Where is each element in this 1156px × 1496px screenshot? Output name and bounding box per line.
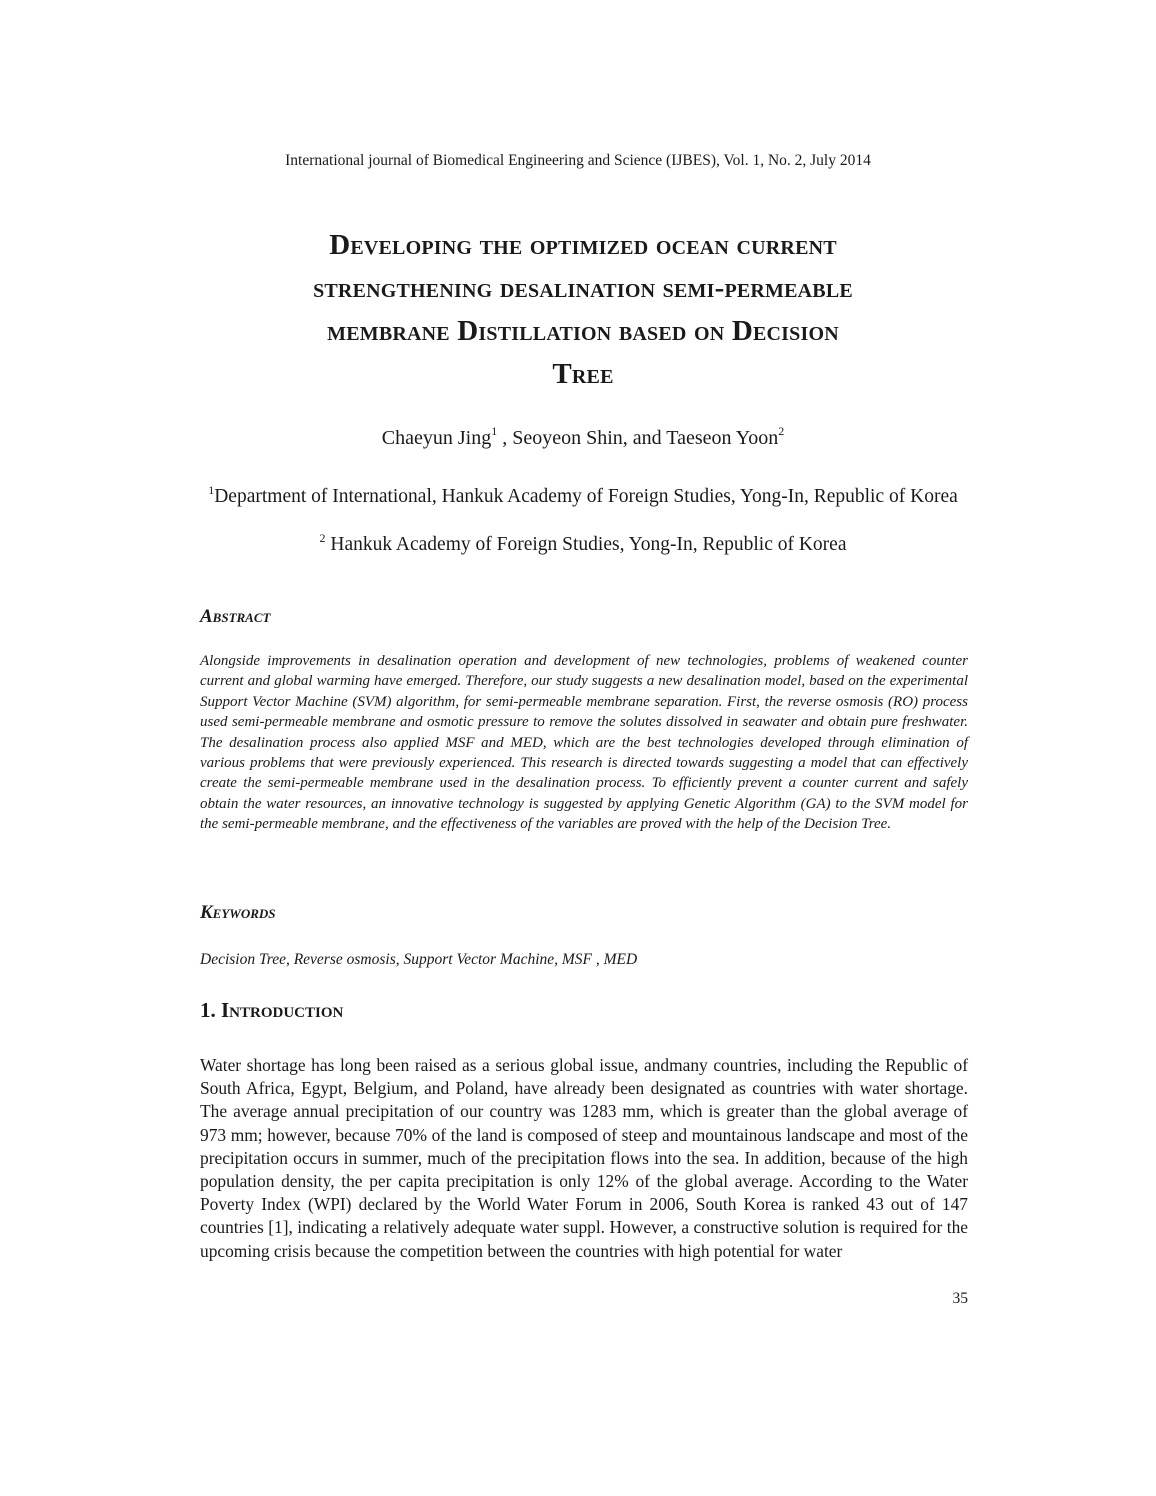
title-line: strengthening desalination semi-permeable (313, 272, 853, 304)
affiliation-2 (196, 526, 970, 557)
page-number: 35 (952, 1290, 968, 1307)
title-line: Developing the optimized ocean current (329, 229, 837, 261)
introduction-heading: 1. Introduction (200, 998, 344, 1022)
affiliation-superscript: 1 (208, 483, 215, 497)
author-name: Chaeyun Jing (381, 427, 492, 449)
affiliation-1 (196, 478, 970, 509)
abstract-body: Alongside improvements in desalination operation and development of new technologies, problems of weakened counter current and global warming have emerged. Therefore, our study suggests a new desalination model, based on the experimental Support Vector Machine (SVM) algorithm, for semi-permeable membrane separation. First, the reverse osmosis (RO) process used semi-permeable membrane and osmotic pressure to remove the solutes dissolved in seawater and obtain pure freshwater. The desalination process also applied MSF and MED, which are the best technologies developed through elimination of various problems that were previously experienced. This research is directed towards suggesting a model that can effectively create the semi-permeable membrane used in the desalination process. To efficiently prevent a counter current and safely obtain the water resources, an innovative technology is suggested by applying Genetic Algorithm (GA) to the SVM model for the semi-permeable membrane, and the effectiveness of the variables are proved with the help of the Decision Tree. (200, 653, 968, 833)
introduction-body: Water shortage has long been raised as a serious global issue, andmany countries, including the Republic of South Africa, Egypt, Belgium, and Poland, have already been designated as countries with water shortage. The average annual precipitation of our country was 1283 mm, which is greater than the global average of 973 mm; however, because 70% of the land is composed of steep and mountainous landscape and most of the precipitation occurs in summer, much of the precipitation flows into the sea. In addition, because of the high population density, the per capita precipitation is only 12% of the global average. According to the Water Poverty Index (WPI) declared by the World Water Forum in 2006, South Korea is ranked 43 out of 147 countries [1], indicating a relatively adequate water suppl. However, a constructive solution is required for the upcoming crisis because the competition between the countries with high potential for water (200, 1055, 968, 1261)
affiliation-text: Hankuk Academy of Foreign Studies, Yong-In, Republic of Korea (325, 534, 847, 555)
paper-title (150, 224, 1016, 396)
running-head: International journal of Biomedical Engineering and Science (IJBES), Vol. 1, No. 2, July 2014 (285, 152, 871, 169)
keywords-heading: Keywords (200, 902, 276, 923)
author-name: , Seoyeon Shin, and Taeseon Yoon (497, 427, 779, 449)
author-superscript: 1 (491, 424, 498, 438)
affiliation-superscript: 2 (319, 531, 326, 545)
keywords-body: Decision Tree, Reverse osmosis, Support Vector Machine, MSF , MED (200, 951, 638, 968)
abstract-heading: Abstract (200, 606, 271, 627)
title-line: membrane Distillation based on Decision (327, 315, 839, 347)
author-list (0, 424, 1156, 450)
title-line: Tree (552, 358, 614, 390)
affiliation-text: Department of International, Hankuk Academy of Foreign Studies, Yong-In, Republic of Korea (214, 486, 958, 507)
author-superscript: 2 (778, 424, 785, 438)
